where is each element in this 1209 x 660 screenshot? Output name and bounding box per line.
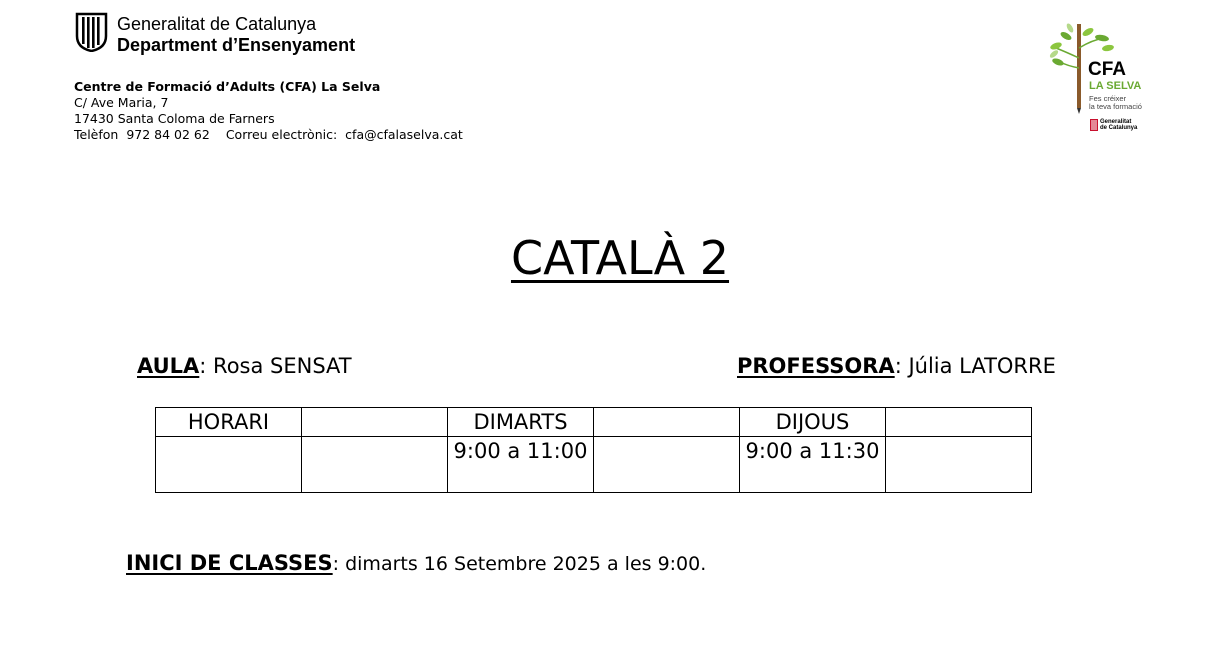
inici-value: : dimarts 16 Setembre 2025 a les 9:00.	[332, 553, 707, 575]
schedule-cell: 9:00 a 11:00	[448, 437, 594, 493]
schedule-cell	[302, 437, 448, 493]
center-contact	[74, 127, 467, 143]
cfa-logo-sub: LA SELVA	[1089, 80, 1142, 92]
phone-label: Telèfon	[74, 127, 119, 142]
cfa-logo-gen-2: de Catalunya	[1100, 125, 1138, 131]
email-label: Correu electrònic:	[225, 127, 338, 142]
schedule-cell	[886, 437, 1032, 493]
generalitat-mini-emblem-icon	[1090, 119, 1098, 131]
schedule-cell: 9:00 a 11:30	[740, 437, 886, 493]
aula-field	[137, 353, 352, 379]
schedule-cell	[156, 437, 302, 493]
schedule-header-cell: HORARI	[156, 408, 302, 437]
email-address[interactable]: cfa@cfalaselva.cat	[345, 127, 463, 142]
org-line2: Department d’Ensenyament	[117, 35, 356, 55]
center-street: C/ Ave Maria, 7	[74, 95, 169, 110]
inici-label: INICI DE CLASSES	[126, 551, 333, 575]
cfa-logo-tagline-2: la teva formació	[1089, 102, 1142, 111]
center-city: 17430 Santa Coloma de Farners	[74, 111, 275, 126]
schedule-header-cell: DIMARTS	[448, 408, 594, 437]
course-title: CATALÀ 2	[510, 231, 730, 285]
phone-number: 972 84 02 62	[126, 127, 210, 142]
professora-label: PROFESSORA	[737, 354, 895, 378]
schedule-row	[156, 437, 1032, 493]
schedule-header-cell: DIJOUS	[740, 408, 886, 437]
org-line1: Generalitat de Catalunya	[117, 14, 317, 34]
professora-field	[737, 353, 1056, 379]
center-name: Centre de Formació d’Adults (CFA) La Selva	[74, 79, 381, 94]
aula-value: : Rosa SENSAT	[199, 354, 352, 378]
cfa-logo-tagline-1: Fes créixer	[1089, 94, 1127, 103]
cfa-logo-gen-1: Generalitat	[1100, 119, 1132, 125]
schedule-table	[155, 407, 1032, 493]
generalitat-emblem-icon	[75, 12, 108, 52]
inici-field	[126, 550, 706, 577]
schedule-cell	[594, 437, 740, 493]
schedule-header-cell	[886, 408, 1032, 437]
schedule-header-cell	[302, 408, 448, 437]
aula-label: AULA	[137, 354, 200, 378]
schedule-header-row	[156, 408, 1032, 437]
professora-value: : Júlia LATORRE	[894, 354, 1056, 378]
schedule-header-cell	[594, 408, 740, 437]
cfa-logo-name: CFA	[1088, 59, 1126, 80]
